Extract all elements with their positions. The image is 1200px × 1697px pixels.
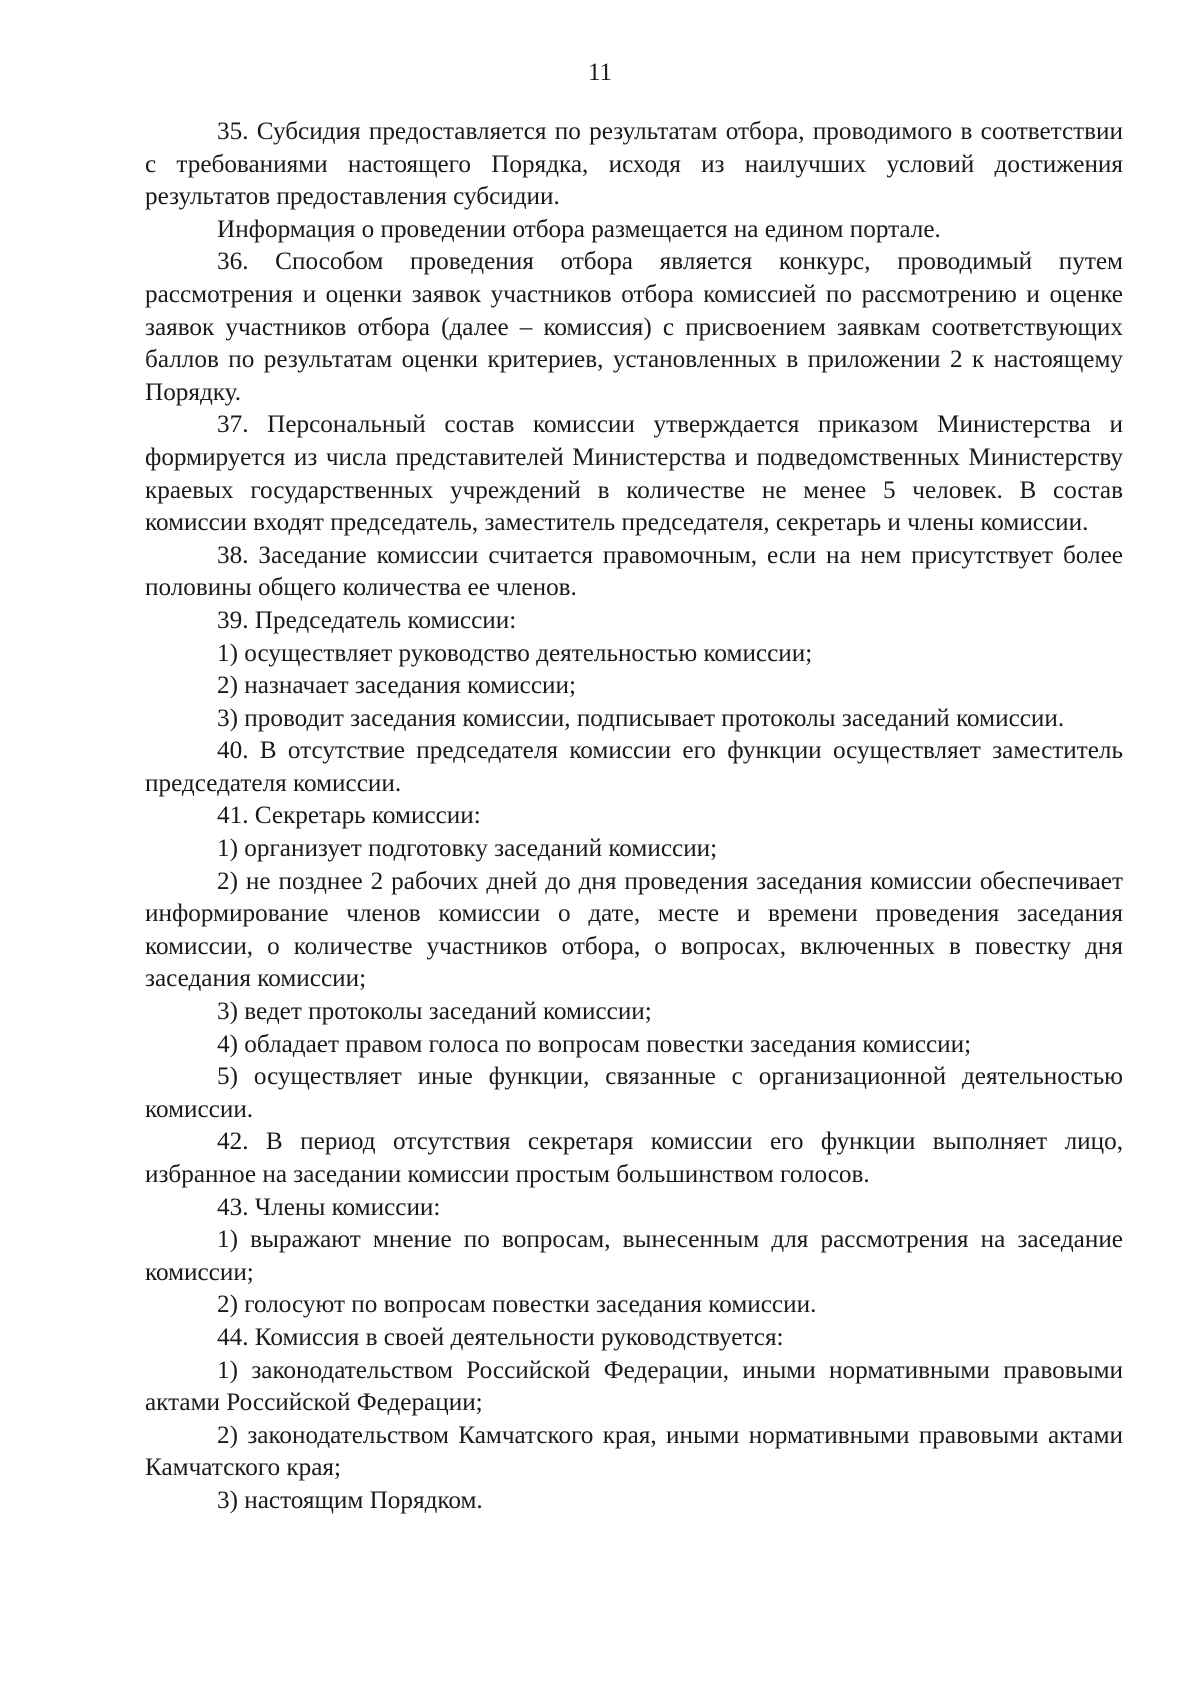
- paragraph-43: 43. Члены комиссии:: [217, 1193, 441, 1221]
- paragraph-44-item-1: 1) законодательством Российской Федерации, иными нормативными правовыми актами Российской Федерации;: [145, 1356, 1123, 1417]
- document-body: [145, 116, 1123, 1518]
- paragraph-43-item-1: 1) выражают мнение по вопросам, вынесенным для рассмотрения на заседание комиссии;: [145, 1226, 1123, 1286]
- paragraph-44-item-3: 3) настоящим Порядком.: [217, 1486, 483, 1514]
- paragraph-41: 41. Секретарь комиссии:: [217, 802, 481, 830]
- paragraph-40: 40. В отсутствие председателя комиссии его функции осуществляет заместитель председателя комиссии.: [145, 737, 1123, 797]
- paragraph-43-item-2: 2) голосуют по вопросам повестки заседания комиссии.: [217, 1291, 817, 1319]
- paragraph-44-item-2: 2) законодательством Камчатского края, иными нормативными правовыми актами Камчатского края;: [145, 1421, 1123, 1482]
- paragraph-41-item-2: 2) не позднее 2 рабочих дней до дня проведения заседания комиссии обеспечивает информирование членов комиссии о дате, месте и времени проведения заседания комиссии, о количестве участников отбора, о вопросах, включенных в повестку дня заседания комиссии;: [145, 867, 1123, 993]
- paragraph-37: 37. Персональный состав комиссии утверждается приказом Министерства и формируется из числа представителей Министерства и подведомственных Министерству краевых государственных учреждений в количестве не менее 5 человек. В состав комиссии входят председатель, заместитель председателя, секретарь и члены комиссии.: [145, 411, 1123, 537]
- paragraph-38: 38. Заседание комиссии считается правомочным, если на нем присутствует более половины общего количества ее членов.: [145, 541, 1123, 602]
- paragraph-39-item-1: 1) осуществляет руководство деятельностью комиссии;: [217, 639, 813, 667]
- paragraph-39-item-2: 2) назначает заседания комиссии;: [217, 672, 576, 700]
- paragraph-41-item-1: 1) организует подготовку заседаний комиссии;: [217, 835, 718, 863]
- paragraph-41-item-3: 3) ведет протоколы заседаний комиссии;: [217, 998, 652, 1026]
- paragraph-42: 42. В период отсутствия секретаря комиссии его функции выполняет лицо, избранное на заседании комиссии простым большинством голосов.: [145, 1128, 1123, 1188]
- paragraph-35: 35. Субсидия предоставляется по результатам отбора, проводимого в соответствии с требованиями настоящего Порядка, исходя из наилучших условий достижения результатов предоставления субсидии.: [145, 118, 1123, 211]
- paragraph-36: 36. Способом проведения отбора является конкурс, проводимый путем рассмотрения и оценки заявок участников отбора комиссией по рассмотрению и оценке заявок участников отбора (далее – комиссия) с присвоением заявкам соответствующих баллов по результатам оценки критериев, установленных в приложении 2 к настоящему Порядку.: [145, 248, 1123, 406]
- paragraph-39: 39. Председатель комиссии:: [217, 606, 517, 634]
- paragraph-41-item-5: 5) осуществляет иные функции, связанные с организационной деятельностью комиссии.: [145, 1063, 1123, 1123]
- paragraph-44: 44. Комиссия в своей деятельности руководствуется:: [217, 1323, 784, 1351]
- paragraph-35-info: Информация о проведении отбора размещается на едином портале.: [217, 215, 941, 243]
- paragraph-41-item-4: 4) обладает правом голоса по вопросам повестки заседания комиссии;: [217, 1030, 972, 1058]
- page-number: 11: [587, 59, 613, 86]
- paragraph-39-item-3: 3) проводит заседания комиссии, подписывает протоколы заседаний комиссии.: [217, 704, 1065, 732]
